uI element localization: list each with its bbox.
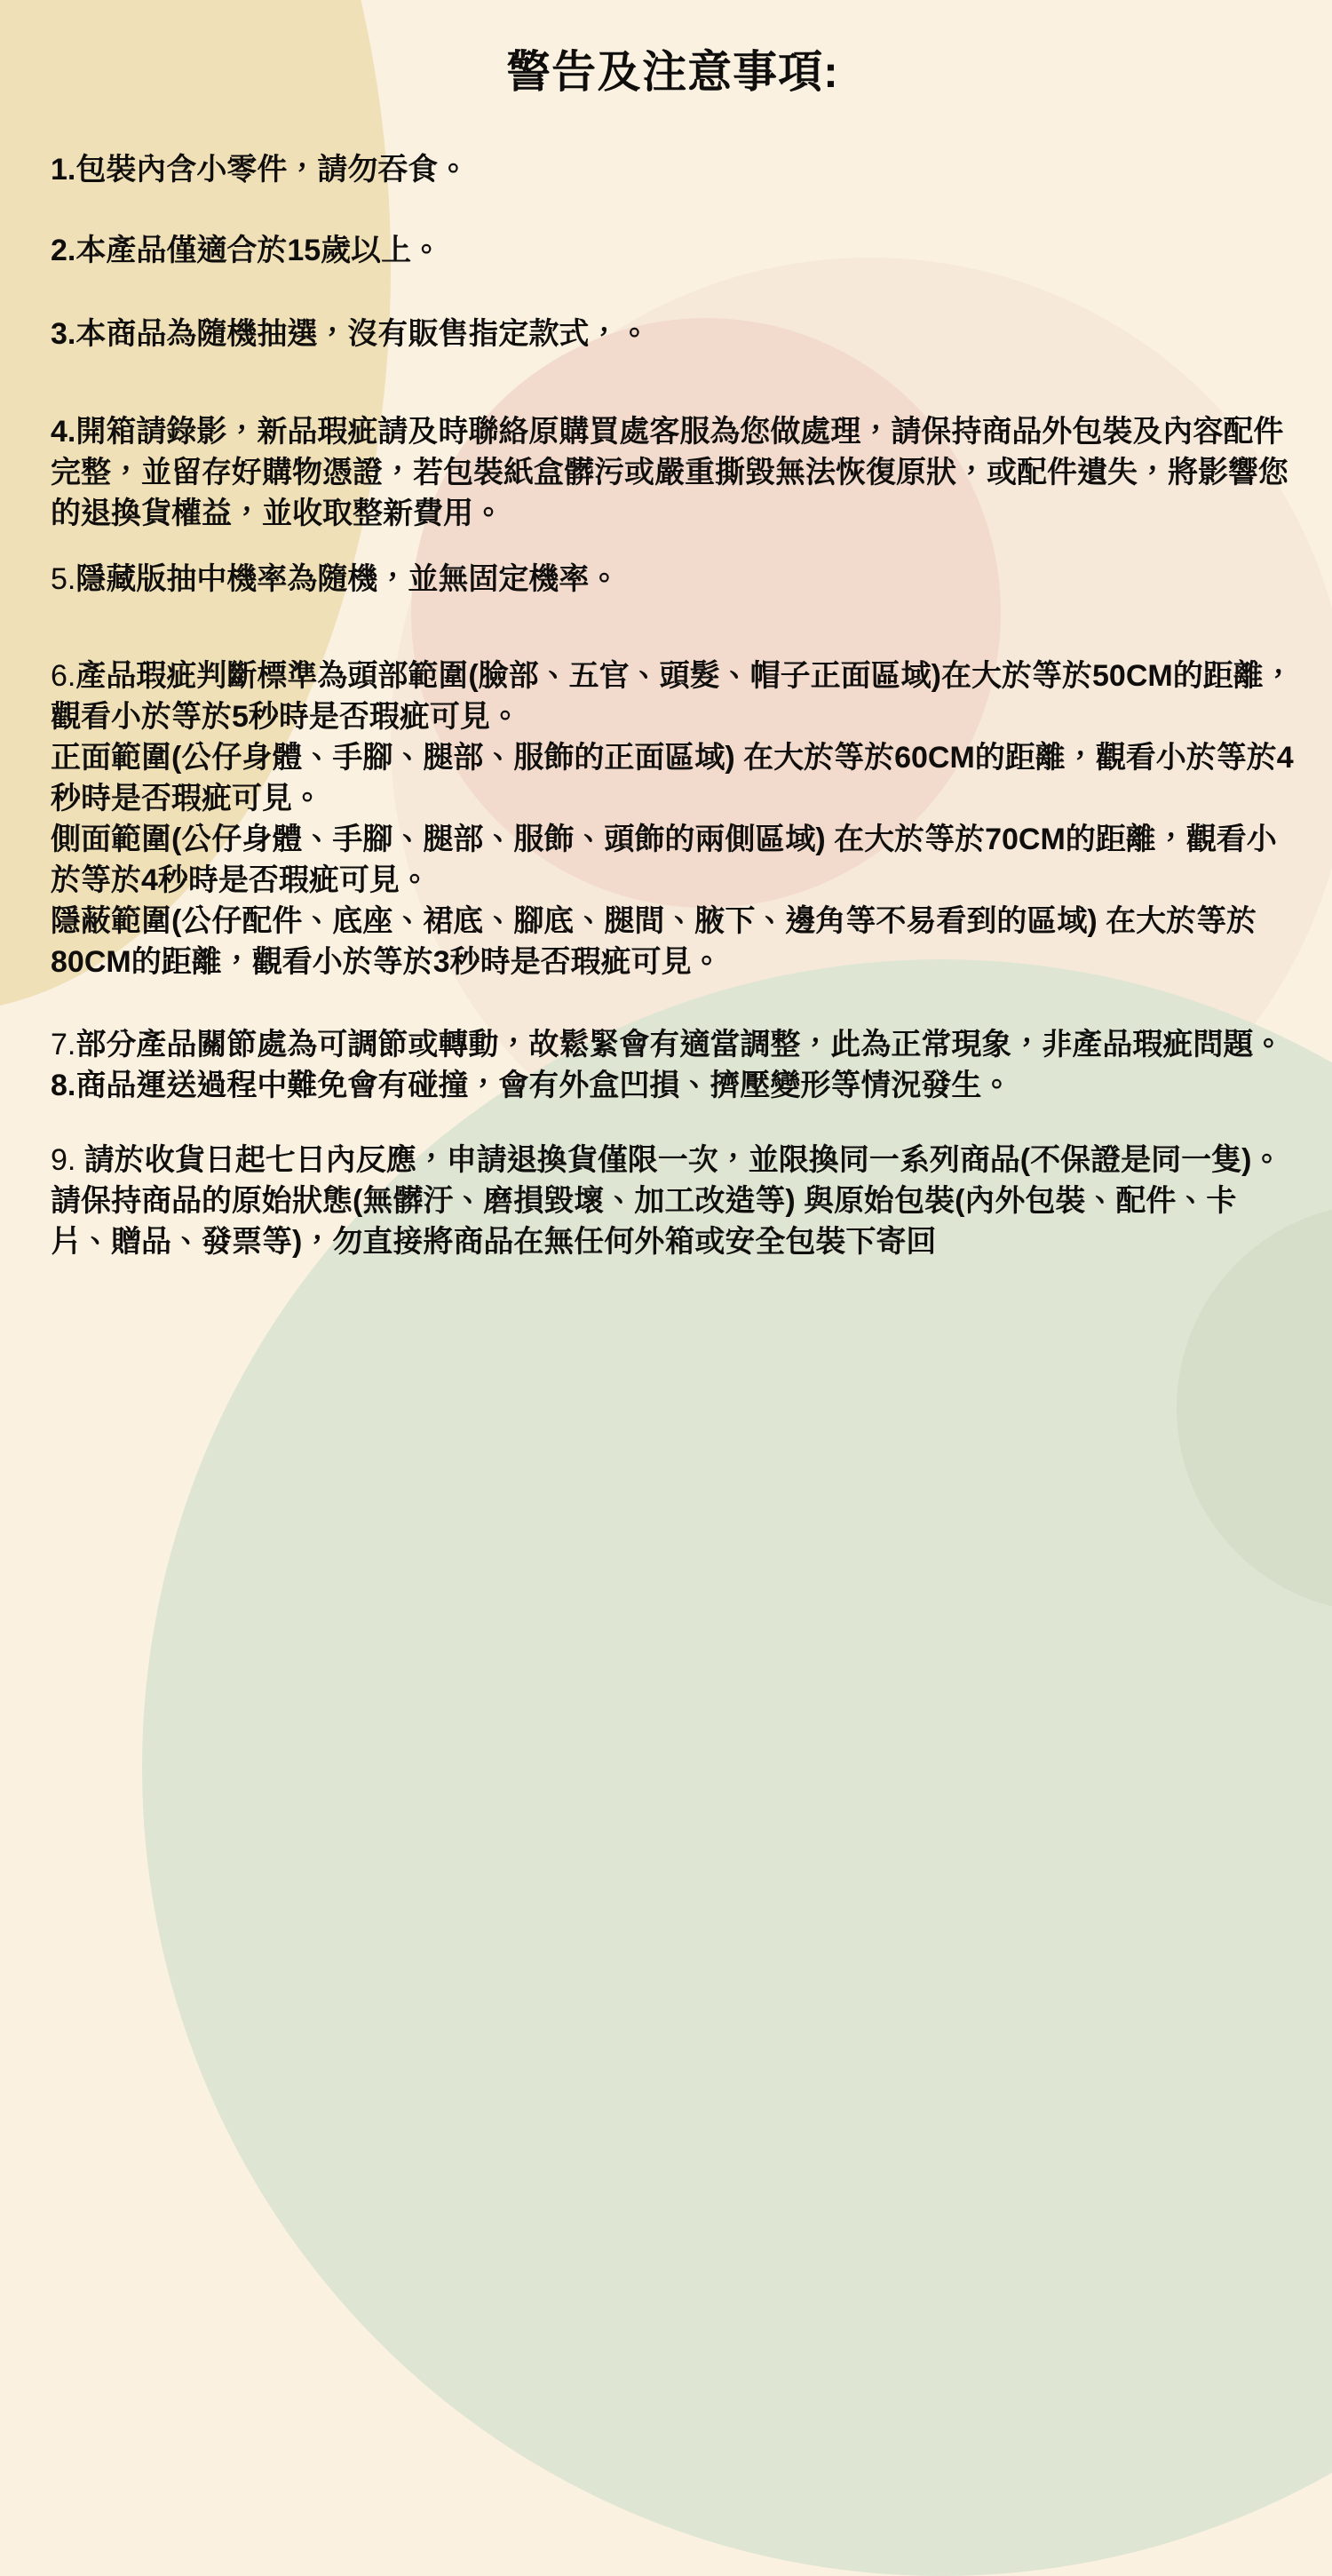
item-number: 9. xyxy=(51,1143,84,1177)
item-number: 3. xyxy=(51,317,76,351)
notice-item-9-text xyxy=(51,1140,1295,1262)
item-text: 開箱請錄影，新品瑕疵請及時聯絡原購買處客服為您做處理，請保持商品外包裝及內容配件完整，並留存好購物憑證，若包裝紙盒髒污或嚴重撕毀無法恢復原狀，或配件遺失，將影響您的退換貨權益，並收取整新費用。 xyxy=(51,415,1288,530)
item-text: 商品運送過程中難免會有碰撞，會有外盒凹損、擠壓變形等情況發生。 xyxy=(75,1069,1012,1102)
item-number: 5. xyxy=(51,562,76,596)
page-title: 警告及注意事項: xyxy=(506,47,839,97)
notice-item-4 xyxy=(51,411,1295,534)
notice-item-5-text xyxy=(51,559,1295,600)
notice-item-7-text xyxy=(51,1024,1295,1065)
notice-item-3-text xyxy=(51,314,1295,354)
notice-item-1 xyxy=(51,149,1295,190)
item-number: 4. xyxy=(51,415,76,449)
notice-item-6-line-2: 正面範圍(公仔身體、手腳、腿部、服飾的正面區域) 在大於等於60CM的距離，觀看小於等於4秒時是否瑕疵可見。 xyxy=(51,741,1294,815)
notice-sheet xyxy=(0,0,1332,1262)
notice-item-6-line-1 xyxy=(51,656,1295,737)
item-text: 本商品為隨機抽選，沒有販售指定款式，。 xyxy=(75,317,650,351)
item-text: 隱藏版抽中機率為隨機，並無固定機率。 xyxy=(75,562,620,596)
item-number: 1. xyxy=(51,153,76,187)
notice-item-3 xyxy=(51,314,1295,354)
item-number: 6. xyxy=(51,659,76,693)
notice-item-8-text xyxy=(51,1065,1295,1106)
item-text: 產品瑕疵判斷標準為頭部範圍(臉部、五官、頭髮、帽子正面區域)在大於等於50CM的距離，觀看小於等於5秒時是否瑕疵可見。 xyxy=(51,659,1294,734)
notice-item-9 xyxy=(51,1140,1295,1262)
item-text: 本產品僅適合於15歲以上。 xyxy=(75,234,442,267)
notice-item-8 xyxy=(51,1065,1295,1106)
notice-item-2-text xyxy=(51,230,1295,271)
item-number: 2. xyxy=(51,234,76,267)
notice-item-7 xyxy=(51,1024,1295,1065)
notice-item-6-line-4: 隱蔽範圍(公仔配件、底座、裙底、腳底、腿間、腋下、邊角等不易看到的區域) 在大於等於80CM的距離，觀看小於等於3秒時是否瑕疵可見。 xyxy=(51,904,1257,979)
notice-item-1-text xyxy=(51,149,1295,190)
notice-item-2 xyxy=(51,230,1295,271)
notice-item-6 xyxy=(51,656,1295,982)
item-number: 8. xyxy=(51,1069,76,1102)
item-number: 7. xyxy=(51,1028,76,1061)
item-text: 請於收貨日起七日內反應，申請退換貨僅限一次，並限換同一系列商品(不保證是同一隻)。請保持商品的原始狀態(無髒汙、磨損毀壞、加工改造等) 與原始包裝(內外包裝、配件、卡片、贈品、發票等)，勿直接將商品在無任何外箱或安全包裝下寄回 xyxy=(51,1143,1282,1259)
notice-item-4-text xyxy=(51,411,1295,534)
item-text: 包裝內含小零件，請勿吞食。 xyxy=(75,153,469,187)
item-text: 部分產品關節處為可調節或轉動，故鬆緊會有適當調整，此為正常現象，非產品瑕疵問題。 xyxy=(75,1028,1284,1061)
notice-item-6-line-3: 側面範圍(公仔身體、手腳、腿部、服飾、頭飾的兩側區域) 在大於等於70CM的距離，觀看小於等於4秒時是否瑕疵可見。 xyxy=(51,823,1277,897)
notice-item-5 xyxy=(51,559,1295,600)
